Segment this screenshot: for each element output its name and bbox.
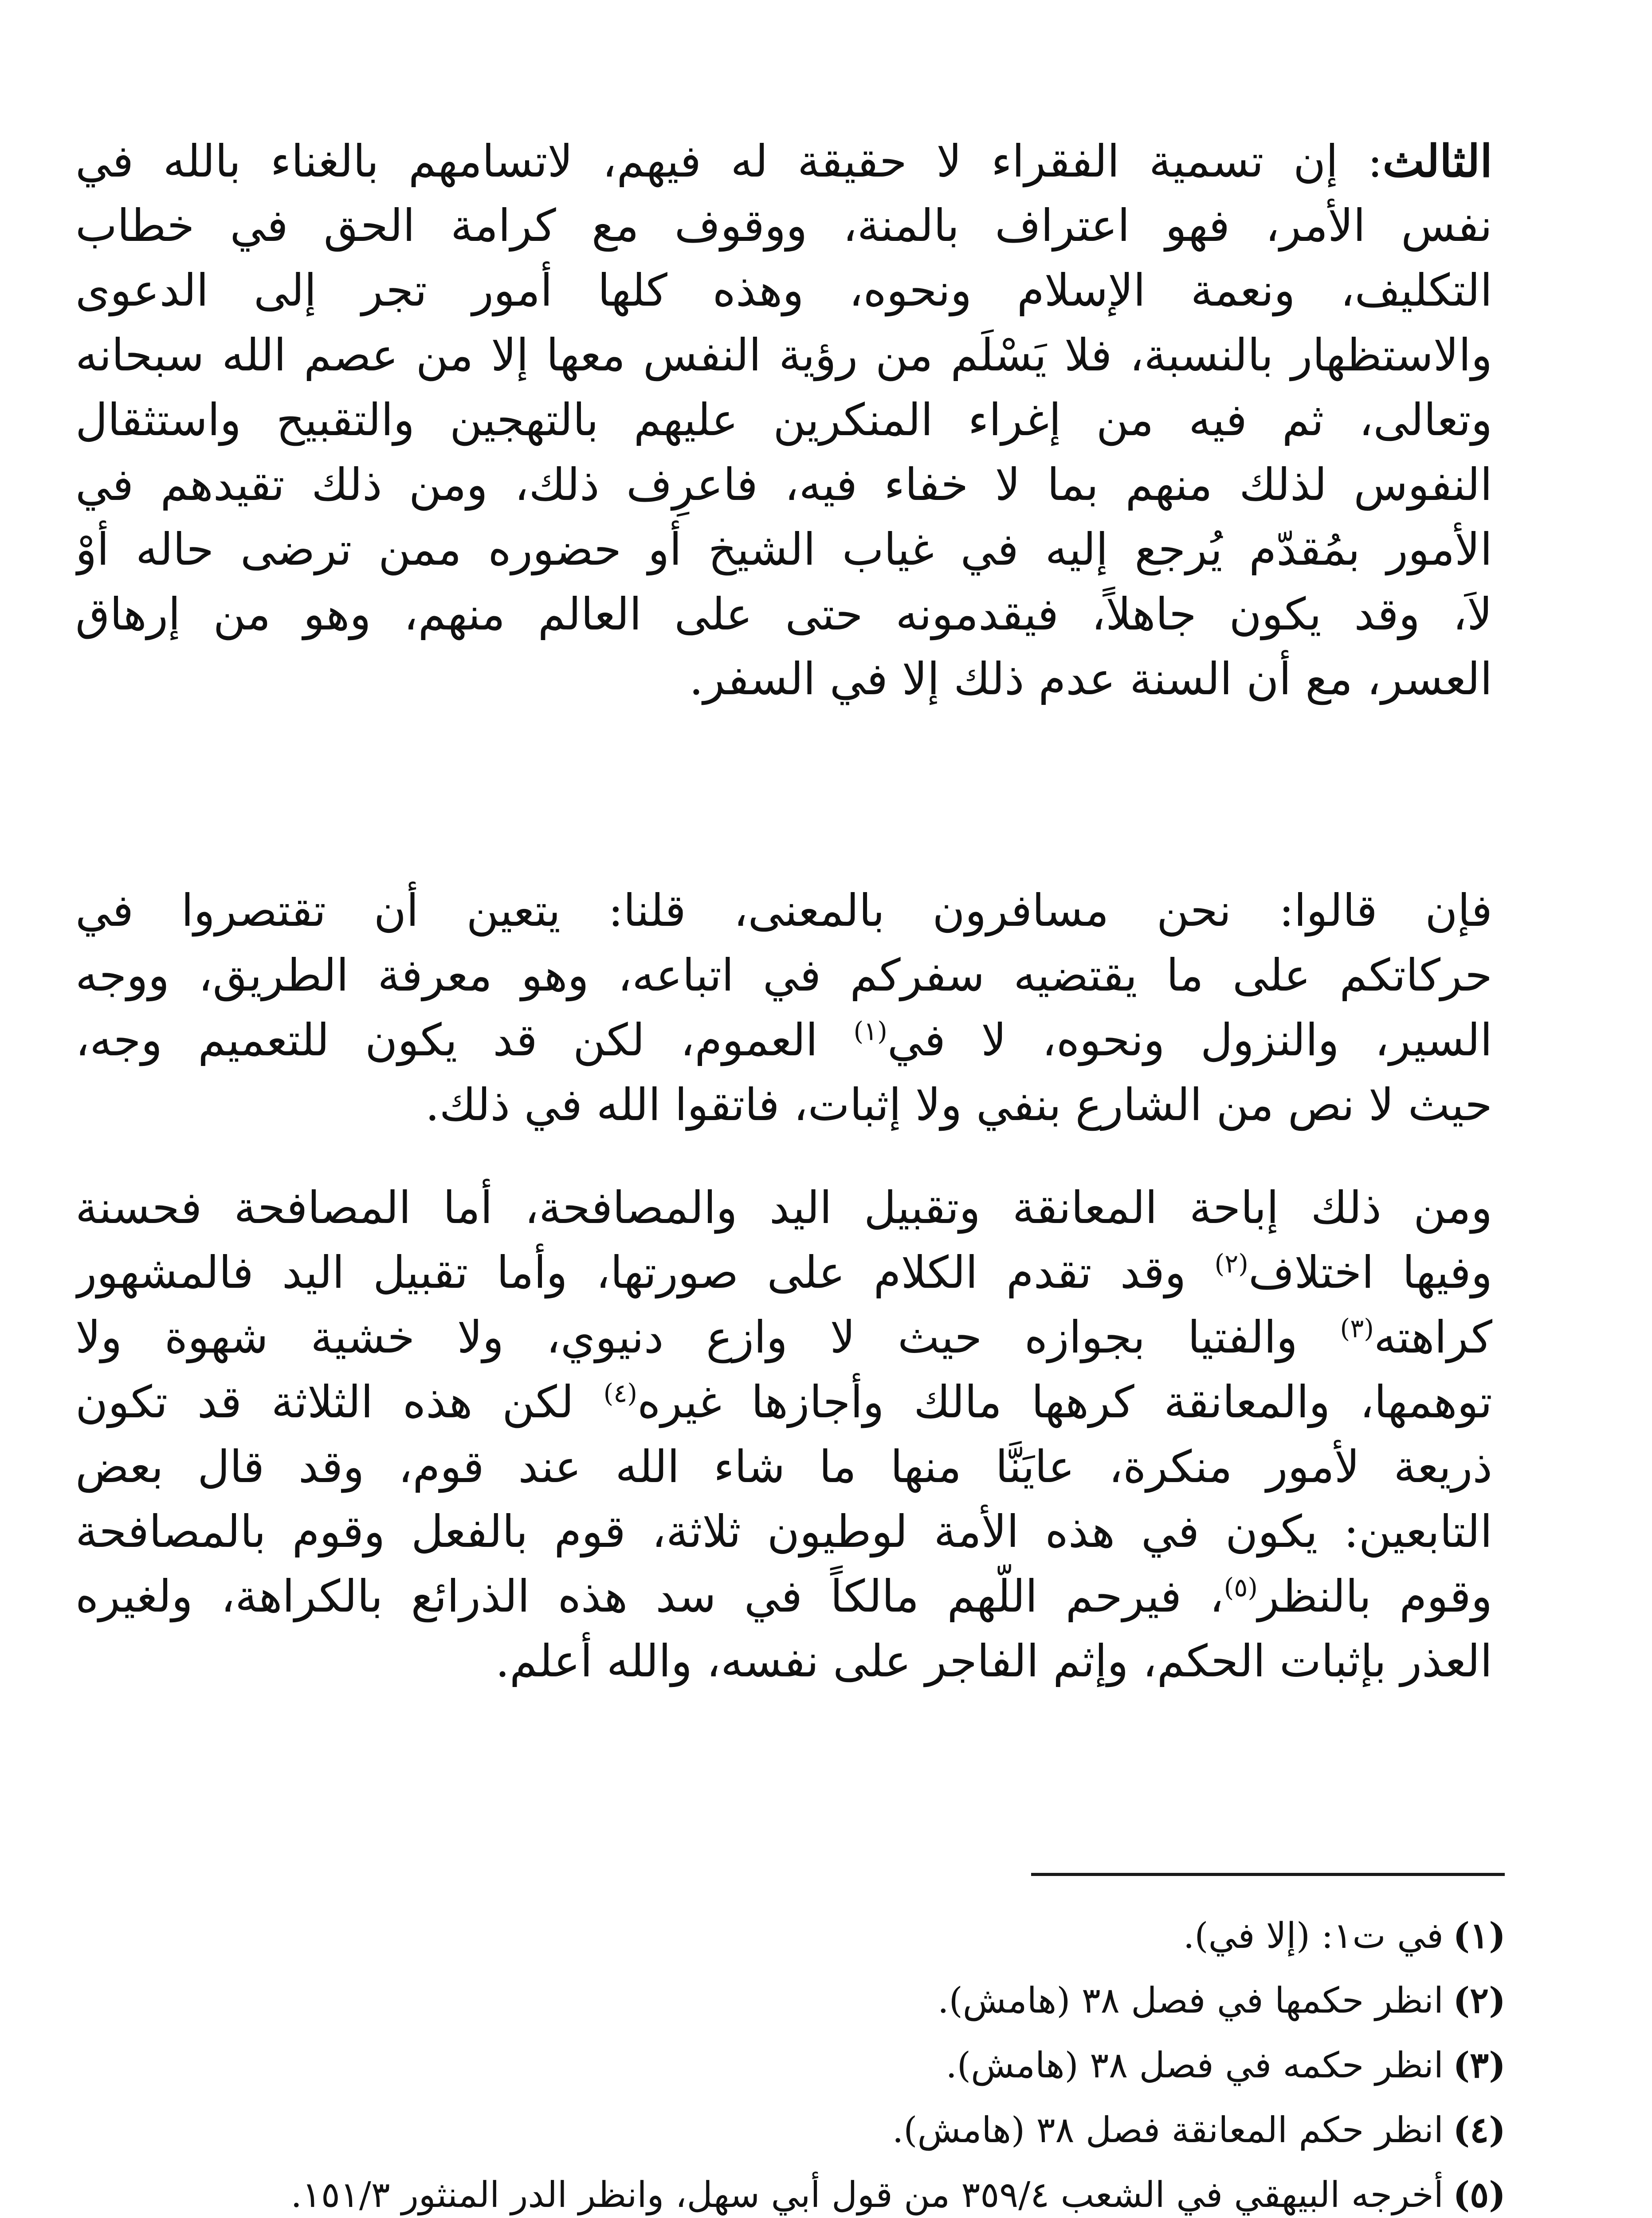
paragraph-1 xyxy=(75,129,1492,712)
footnote-ref: (١) xyxy=(853,1016,887,1046)
paragraph-line: النفوس لذلك منهم بما لا خفاء فيه، فاعرِف ذلك، ومن ذلك تقيدهم في xyxy=(75,459,1492,511)
footnotes xyxy=(160,1903,1506,2218)
footnote-number: (١) xyxy=(1453,1915,1506,1956)
paragraph-text: ، فيرحم اللّهم مالكاً في سد هذه الذرائع بالكراهة، ولغيره xyxy=(75,1570,1224,1622)
paragraph-text: السير، والنزول ونحوه، لا في xyxy=(887,1014,1492,1066)
paragraph-line: العذر بإثبات الحكم، وإثم الفاجر على نفسه، والله أعلم. xyxy=(495,1635,1492,1687)
footnote-ref: (٤) xyxy=(603,1378,638,1408)
paragraph-line: الأمور بمُقدّم يُرجع إليه في غياب الشيخ أو حضوره ممن ترضى حاله أوْ xyxy=(75,523,1492,575)
paragraph-text: لكن هذه الثلاثة قد تكون xyxy=(75,1376,604,1428)
footnote-item xyxy=(160,2162,1506,2218)
footnote-ref: (٢) xyxy=(1214,1248,1248,1279)
paragraph-line: ومن ذلك إباحة المعانقة وتقبيل اليد والمصافحة، أما المصافحة فحسنة xyxy=(75,1182,1492,1234)
footnote-text: انظر حكمها في فصل ٣٨ (هامش). xyxy=(938,1980,1444,2021)
paragraph-text: كراهته xyxy=(1373,1311,1492,1363)
footnote-text: انظر حكم المعانقة فصل ٣٨ (هامش). xyxy=(892,2109,1444,2151)
paragraph-2 xyxy=(75,878,1492,1137)
paragraph-text: توهمها، والمعانقة كرهها مالك وأجازها غيره xyxy=(637,1376,1492,1428)
footnote-item xyxy=(160,1968,1506,2033)
paragraph-line xyxy=(75,1008,1492,1073)
paragraph-text: العموم، لكن قد يكون للتعميم وجه، xyxy=(75,1014,854,1066)
paragraph-text: وفيها اختلاف xyxy=(1248,1247,1492,1298)
paragraph-line xyxy=(75,1240,1492,1305)
paragraph-line xyxy=(75,129,1492,193)
paragraph-line: ذريعة لأمور منكرة، عايَنَّا منها ما شاء الله عند قوم، وقد قال بعض xyxy=(75,1441,1492,1493)
paragraph-text: وقوم بالنظر xyxy=(1258,1570,1492,1622)
footnote-number: (٢) xyxy=(1453,1979,1506,2021)
footnote-ref: (٥) xyxy=(1224,1572,1258,1603)
footnote-item xyxy=(160,1903,1506,1968)
paragraph-line: نفس الأمر، فهو اعتراف بالمنة، ووقوف مع كرامة الحق في خطاب xyxy=(75,200,1492,252)
paragraph-line xyxy=(75,1370,1492,1435)
paragraph-line: التابعين: يكون في هذه الأمة لوطيون ثلاثة، قوم بالفعل وقوم بالمصافحة xyxy=(75,1506,1492,1557)
footnote-number: (٤) xyxy=(1453,2109,1506,2151)
footnote-text: انظر حكمه في فصل ٣٨ (هامش). xyxy=(946,2045,1444,2086)
paragraph-line: حركاتكم على ما يقتضيه سفركم في اتباعه، وهو معرفة الطريق، ووجه xyxy=(75,949,1492,1001)
paragraph-line: حيث لا نص من الشارع بنفي ولا إثبات، فاتقوا الله في ذلك. xyxy=(425,1079,1492,1131)
paragraph-line: التكليف، ونعمة الإسلام ونحوه، وهذه كلها أمور تجر إلى الدعوى xyxy=(75,264,1492,316)
footnote-text: أخرجه البيهقي في الشعب ٣٥٩/٤ من قول أبي سهل، وانظر الدر المنثور ١٥١/٣. xyxy=(290,2174,1444,2215)
paragraph-text: والفتيا بجوازه حيث لا وازع دنيوي، ولا خشية شهوة ولا xyxy=(75,1311,1340,1363)
paragraph-line xyxy=(75,1305,1492,1370)
paragraph-line: العسر، مع أن السنة عدم ذلك إلا في السفر. xyxy=(689,653,1492,705)
paragraph-line: لاَ، وقد يكون جاهلاً، فيقدمونه حتى على العالم منهم، وهو من إرهاق xyxy=(75,588,1492,640)
footnote-divider xyxy=(1031,1873,1505,1876)
footnote-item xyxy=(160,2033,1506,2097)
paragraph-line: وتعالى، ثم فيه من إغراء المنكرين عليهم بالتهجين والتقبيح واستثقال xyxy=(75,394,1492,446)
section-lead-word: الثالث xyxy=(1382,135,1492,187)
paragraph-line: فإن قالوا: نحن مسافرون بالمعنى، قلنا: يتعين أن تقتصروا في xyxy=(75,885,1492,936)
footnote-text: في ت١: (إلا في). xyxy=(1183,1915,1444,1956)
paragraph-text: : إن تسمية الفقراء لا حقيقة له فيهم، لاتسامهم بالغناء بالله في xyxy=(75,135,1383,187)
paragraph-line: والاستظهار بالنسبة، فلا يَسْلَم من رؤية النفس معها إلا من عصم الله سبحانه xyxy=(75,329,1492,381)
paragraph-3 xyxy=(75,1176,1492,1694)
footnote-number: (٥) xyxy=(1453,2174,1506,2215)
paragraph-text: وقد تقدم الكلام على صورتها، وأما تقبيل اليد فالمشهور xyxy=(75,1247,1215,1298)
footnote-ref: (٣) xyxy=(1340,1313,1374,1344)
paragraph-line xyxy=(75,1564,1492,1629)
footnote-number: (٣) xyxy=(1453,2044,1506,2086)
footnote-item xyxy=(160,2097,1506,2162)
